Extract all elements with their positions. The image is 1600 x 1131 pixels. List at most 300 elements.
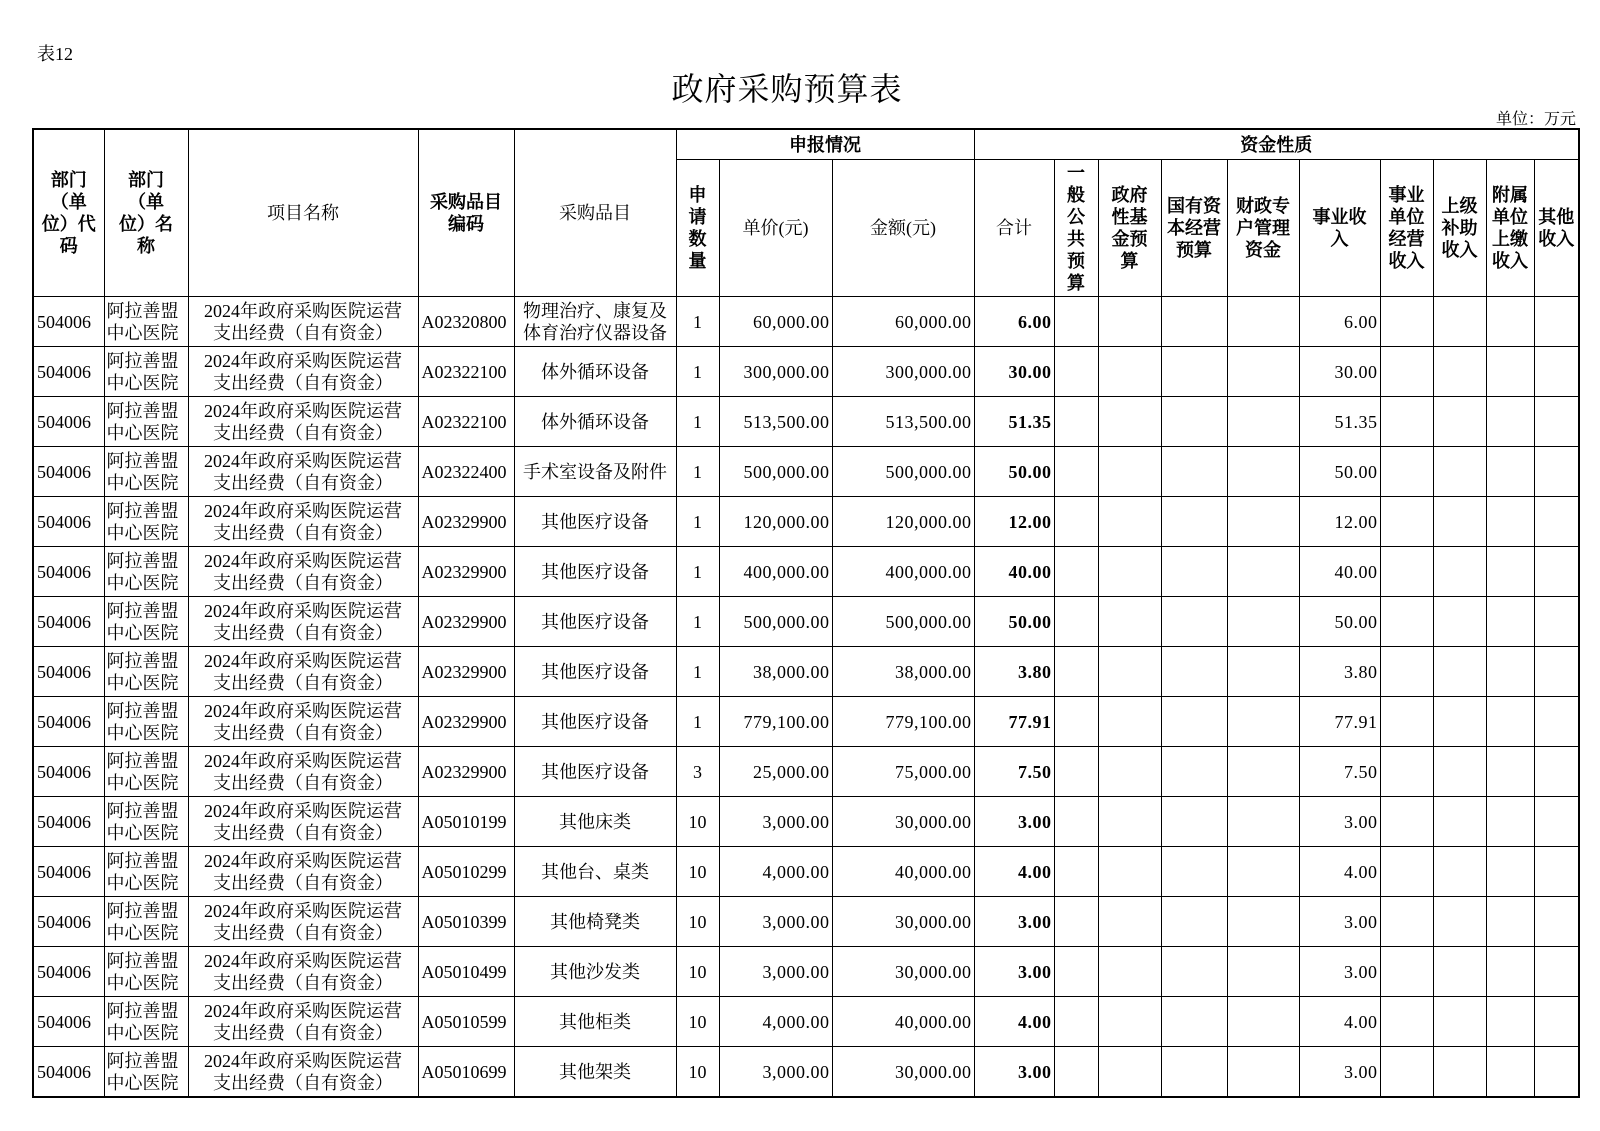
- cell-dept-name: 阿拉善盟中心医院: [104, 597, 188, 647]
- cell-amount: 75,000.00: [832, 747, 974, 797]
- header-row-1: [33, 129, 1579, 160]
- cell-dept-code: 504006: [33, 297, 104, 347]
- cell-state-capital-budget: [1161, 847, 1227, 897]
- cell-state-capital-budget: [1161, 697, 1227, 747]
- cell-subordinate-remit: [1486, 447, 1534, 497]
- cell-special-account-funds: [1227, 1047, 1299, 1098]
- cell-project-name: 2024年政府采购医院运营支出经费（自有资金）: [188, 597, 418, 647]
- cell-special-account-funds: [1227, 697, 1299, 747]
- cell-business-income: 51.35: [1299, 397, 1380, 447]
- table-body: [33, 297, 1579, 1098]
- cell-other-income: [1534, 347, 1579, 397]
- cell-superior-subsidy: [1433, 947, 1486, 997]
- cell-item: 其他医疗设备: [514, 747, 676, 797]
- cell-amount: 38,000.00: [832, 647, 974, 697]
- cell-item-code: A05010499: [418, 947, 514, 997]
- cell-operating-income: [1380, 397, 1433, 447]
- cell-item: 其他医疗设备: [514, 497, 676, 547]
- header-total: 合计: [974, 160, 1054, 297]
- cell-other-income: [1534, 697, 1579, 747]
- cell-state-capital-budget: [1161, 397, 1227, 447]
- header-subordinate-remit: 附属单位上缴收入: [1486, 160, 1534, 297]
- cell-business-income: 6.00: [1299, 297, 1380, 347]
- cell-unit-price: 4,000.00: [719, 847, 832, 897]
- cell-other-income: [1534, 597, 1579, 647]
- cell-business-income: 12.00: [1299, 497, 1380, 547]
- header-funding-group: 资金性质: [974, 129, 1579, 160]
- cell-state-capital-budget: [1161, 447, 1227, 497]
- cell-general-budget: [1054, 997, 1098, 1047]
- cell-total: 3.00: [974, 1047, 1054, 1098]
- cell-item: 其他医疗设备: [514, 547, 676, 597]
- cell-dept-code: 504006: [33, 447, 104, 497]
- cell-special-account-funds: [1227, 297, 1299, 347]
- cell-operating-income: [1380, 447, 1433, 497]
- cell-subordinate-remit: [1486, 547, 1534, 597]
- cell-subordinate-remit: [1486, 847, 1534, 897]
- cell-general-budget: [1054, 297, 1098, 347]
- cell-gov-fund-budget: [1098, 697, 1161, 747]
- cell-superior-subsidy: [1433, 697, 1486, 747]
- cell-other-income: [1534, 747, 1579, 797]
- cell-state-capital-budget: [1161, 797, 1227, 847]
- cell-unit-price: 400,000.00: [719, 547, 832, 597]
- cell-gov-fund-budget: [1098, 597, 1161, 647]
- cell-item-code: A02329900: [418, 647, 514, 697]
- cell-general-budget: [1054, 397, 1098, 447]
- cell-dept-code: 504006: [33, 497, 104, 547]
- cell-amount: 30,000.00: [832, 797, 974, 847]
- cell-amount: 400,000.00: [832, 547, 974, 597]
- cell-qty: 1: [676, 697, 719, 747]
- header-business-income: 事业收入: [1299, 160, 1380, 297]
- cell-item: 手术室设备及附件: [514, 447, 676, 497]
- cell-gov-fund-budget: [1098, 747, 1161, 797]
- header-dept-name: 部门（单位）名称: [104, 129, 188, 297]
- cell-item: 其他椅凳类: [514, 897, 676, 947]
- cell-item-code: A02322100: [418, 397, 514, 447]
- cell-project-name: 2024年政府采购医院运营支出经费（自有资金）: [188, 647, 418, 697]
- cell-general-budget: [1054, 1047, 1098, 1098]
- cell-dept-name: 阿拉善盟中心医院: [104, 397, 188, 447]
- cell-unit-price: 25,000.00: [719, 747, 832, 797]
- cell-business-income: 3.00: [1299, 947, 1380, 997]
- table-row: [33, 847, 1579, 897]
- cell-total: 3.00: [974, 897, 1054, 947]
- cell-item-code: A02329900: [418, 697, 514, 747]
- cell-total: 4.00: [974, 997, 1054, 1047]
- cell-special-account-funds: [1227, 597, 1299, 647]
- cell-other-income: [1534, 1047, 1579, 1098]
- cell-gov-fund-budget: [1098, 797, 1161, 847]
- header-qty: 申请数量: [676, 160, 719, 297]
- table-row: [33, 497, 1579, 547]
- cell-total: 50.00: [974, 597, 1054, 647]
- cell-other-income: [1534, 497, 1579, 547]
- cell-dept-code: 504006: [33, 597, 104, 647]
- cell-qty: 1: [676, 597, 719, 647]
- cell-operating-income: [1380, 847, 1433, 897]
- cell-item-code: A05010599: [418, 997, 514, 1047]
- cell-dept-name: 阿拉善盟中心医院: [104, 447, 188, 497]
- cell-dept-name: 阿拉善盟中心医院: [104, 897, 188, 947]
- cell-unit-price: 3,000.00: [719, 797, 832, 847]
- cell-general-budget: [1054, 747, 1098, 797]
- cell-amount: 40,000.00: [832, 847, 974, 897]
- header-other-income: 其他收入: [1534, 160, 1579, 297]
- cell-project-name: 2024年政府采购医院运营支出经费（自有资金）: [188, 697, 418, 747]
- cell-total: 30.00: [974, 347, 1054, 397]
- cell-unit-price: 779,100.00: [719, 697, 832, 747]
- cell-qty: 1: [676, 397, 719, 447]
- cell-item-code: A02329900: [418, 547, 514, 597]
- cell-item: 其他台、桌类: [514, 847, 676, 897]
- cell-general-budget: [1054, 447, 1098, 497]
- cell-general-budget: [1054, 497, 1098, 547]
- cell-state-capital-budget: [1161, 947, 1227, 997]
- header-item-code: 采购品目编码: [418, 129, 514, 297]
- cell-dept-name: 阿拉善盟中心医院: [104, 797, 188, 847]
- cell-general-budget: [1054, 647, 1098, 697]
- cell-total: 40.00: [974, 547, 1054, 597]
- cell-subordinate-remit: [1486, 347, 1534, 397]
- cell-unit-price: 3,000.00: [719, 947, 832, 997]
- cell-dept-name: 阿拉善盟中心医院: [104, 547, 188, 597]
- cell-special-account-funds: [1227, 447, 1299, 497]
- cell-subordinate-remit: [1486, 397, 1534, 447]
- cell-qty: 1: [676, 547, 719, 597]
- cell-amount: 500,000.00: [832, 447, 974, 497]
- cell-business-income: 3.00: [1299, 897, 1380, 947]
- cell-superior-subsidy: [1433, 297, 1486, 347]
- cell-gov-fund-budget: [1098, 547, 1161, 597]
- cell-dept-name: 阿拉善盟中心医院: [104, 697, 188, 747]
- header-amount: 金额(元): [832, 160, 974, 297]
- cell-gov-fund-budget: [1098, 347, 1161, 397]
- cell-subordinate-remit: [1486, 747, 1534, 797]
- cell-qty: 1: [676, 647, 719, 697]
- cell-state-capital-budget: [1161, 747, 1227, 797]
- cell-general-budget: [1054, 897, 1098, 947]
- cell-item: 其他沙发类: [514, 947, 676, 997]
- cell-amount: 779,100.00: [832, 697, 974, 747]
- cell-dept-code: 504006: [33, 697, 104, 747]
- cell-superior-subsidy: [1433, 447, 1486, 497]
- cell-state-capital-budget: [1161, 497, 1227, 547]
- header-unit-price: 单价(元): [719, 160, 832, 297]
- cell-subordinate-remit: [1486, 997, 1534, 1047]
- cell-unit-price: 3,000.00: [719, 897, 832, 947]
- cell-general-budget: [1054, 347, 1098, 397]
- cell-operating-income: [1380, 297, 1433, 347]
- cell-project-name: 2024年政府采购医院运营支出经费（自有资金）: [188, 997, 418, 1047]
- cell-state-capital-budget: [1161, 997, 1227, 1047]
- cell-subordinate-remit: [1486, 697, 1534, 747]
- cell-item: 其他架类: [514, 1047, 676, 1098]
- cell-other-income: [1534, 447, 1579, 497]
- cell-business-income: 3.00: [1299, 797, 1380, 847]
- header-general-budget: 一般公共预算: [1054, 160, 1098, 297]
- cell-dept-name: 阿拉善盟中心医院: [104, 497, 188, 547]
- cell-business-income: 40.00: [1299, 547, 1380, 597]
- cell-general-budget: [1054, 797, 1098, 847]
- cell-item-code: A02320800: [418, 297, 514, 347]
- cell-total: 7.50: [974, 747, 1054, 797]
- cell-item: 体外循环设备: [514, 397, 676, 447]
- cell-superior-subsidy: [1433, 547, 1486, 597]
- cell-dept-code: 504006: [33, 1047, 104, 1098]
- cell-subordinate-remit: [1486, 947, 1534, 997]
- cell-other-income: [1534, 797, 1579, 847]
- cell-item: 其他医疗设备: [514, 597, 676, 647]
- cell-subordinate-remit: [1486, 1047, 1534, 1098]
- cell-subordinate-remit: [1486, 497, 1534, 547]
- header-project-name: 项目名称: [188, 129, 418, 297]
- cell-amount: 30,000.00: [832, 897, 974, 947]
- cell-superior-subsidy: [1433, 897, 1486, 947]
- cell-special-account-funds: [1227, 497, 1299, 547]
- cell-amount: 500,000.00: [832, 597, 974, 647]
- cell-subordinate-remit: [1486, 597, 1534, 647]
- cell-dept-name: 阿拉善盟中心医院: [104, 997, 188, 1047]
- cell-unit-price: 4,000.00: [719, 997, 832, 1047]
- cell-qty: 10: [676, 847, 719, 897]
- cell-amount: 513,500.00: [832, 397, 974, 447]
- cell-operating-income: [1380, 347, 1433, 397]
- cell-amount: 40,000.00: [832, 997, 974, 1047]
- cell-gov-fund-budget: [1098, 1047, 1161, 1098]
- cell-general-budget: [1054, 697, 1098, 747]
- cell-qty: 1: [676, 347, 719, 397]
- cell-subordinate-remit: [1486, 647, 1534, 697]
- table-row: [33, 997, 1579, 1047]
- cell-operating-income: [1380, 897, 1433, 947]
- table-row: [33, 747, 1579, 797]
- cell-other-income: [1534, 647, 1579, 697]
- cell-dept-code: 504006: [33, 747, 104, 797]
- cell-gov-fund-budget: [1098, 947, 1161, 997]
- cell-operating-income: [1380, 497, 1433, 547]
- cell-state-capital-budget: [1161, 1047, 1227, 1098]
- cell-general-budget: [1054, 597, 1098, 647]
- cell-business-income: 4.00: [1299, 847, 1380, 897]
- cell-state-capital-budget: [1161, 647, 1227, 697]
- cell-qty: 1: [676, 497, 719, 547]
- cell-unit-price: 38,000.00: [719, 647, 832, 697]
- cell-operating-income: [1380, 647, 1433, 697]
- cell-subordinate-remit: [1486, 297, 1534, 347]
- cell-item: 其他柜类: [514, 997, 676, 1047]
- header-declaration-group: 申报情况: [676, 129, 974, 160]
- cell-project-name: 2024年政府采购医院运营支出经费（自有资金）: [188, 497, 418, 547]
- procurement-budget-table: [32, 128, 1580, 1098]
- table-number: 表12: [37, 44, 73, 64]
- cell-dept-code: 504006: [33, 547, 104, 597]
- cell-project-name: 2024年政府采购医院运营支出经费（自有资金）: [188, 297, 418, 347]
- cell-total: 4.00: [974, 847, 1054, 897]
- table-row: [33, 797, 1579, 847]
- cell-amount: 120,000.00: [832, 497, 974, 547]
- cell-general-budget: [1054, 547, 1098, 597]
- cell-dept-code: 504006: [33, 347, 104, 397]
- cell-business-income: 50.00: [1299, 597, 1380, 647]
- table-row: [33, 447, 1579, 497]
- cell-other-income: [1534, 997, 1579, 1047]
- cell-dept-code: 504006: [33, 947, 104, 997]
- cell-qty: 1: [676, 297, 719, 347]
- cell-gov-fund-budget: [1098, 297, 1161, 347]
- cell-business-income: 7.50: [1299, 747, 1380, 797]
- cell-qty: 10: [676, 1047, 719, 1098]
- cell-dept-name: 阿拉善盟中心医院: [104, 647, 188, 697]
- cell-superior-subsidy: [1433, 497, 1486, 547]
- cell-gov-fund-budget: [1098, 497, 1161, 547]
- cell-amount: 300,000.00: [832, 347, 974, 397]
- cell-qty: 1: [676, 447, 719, 497]
- cell-item-code: A02322400: [418, 447, 514, 497]
- cell-superior-subsidy: [1433, 597, 1486, 647]
- header-superior-subsidy: 上级补助收入: [1433, 160, 1486, 297]
- cell-item: 其他医疗设备: [514, 647, 676, 697]
- cell-unit-price: 300,000.00: [719, 347, 832, 397]
- page-title: 政府采购预算表: [671, 71, 903, 107]
- cell-business-income: 50.00: [1299, 447, 1380, 497]
- cell-superior-subsidy: [1433, 347, 1486, 397]
- cell-state-capital-budget: [1161, 297, 1227, 347]
- cell-amount: 60,000.00: [832, 297, 974, 347]
- cell-business-income: 3.80: [1299, 647, 1380, 697]
- cell-total: 77.91: [974, 697, 1054, 747]
- cell-qty: 3: [676, 747, 719, 797]
- cell-operating-income: [1380, 947, 1433, 997]
- cell-project-name: 2024年政府采购医院运营支出经费（自有资金）: [188, 897, 418, 947]
- table-row: [33, 897, 1579, 947]
- table-row: [33, 547, 1579, 597]
- cell-general-budget: [1054, 947, 1098, 997]
- cell-project-name: 2024年政府采购医院运营支出经费（自有资金）: [188, 1047, 418, 1098]
- table-row: [33, 947, 1579, 997]
- header-gov-fund-budget: 政府性基金预算: [1098, 160, 1161, 297]
- cell-item-code: A02329900: [418, 497, 514, 547]
- cell-gov-fund-budget: [1098, 397, 1161, 447]
- cell-project-name: 2024年政府采购医院运营支出经费（自有资金）: [188, 447, 418, 497]
- cell-unit-price: 120,000.00: [719, 497, 832, 547]
- cell-total: 3.00: [974, 947, 1054, 997]
- cell-project-name: 2024年政府采购医院运营支出经费（自有资金）: [188, 797, 418, 847]
- cell-superior-subsidy: [1433, 1047, 1486, 1098]
- cell-unit-price: 3,000.00: [719, 1047, 832, 1098]
- cell-unit-price: 500,000.00: [719, 447, 832, 497]
- cell-special-account-funds: [1227, 847, 1299, 897]
- cell-other-income: [1534, 547, 1579, 597]
- cell-item: 物理治疗、康复及体育治疗仪器设备: [514, 297, 676, 347]
- cell-business-income: 77.91: [1299, 697, 1380, 747]
- cell-project-name: 2024年政府采购医院运营支出经费（自有资金）: [188, 947, 418, 997]
- cell-state-capital-budget: [1161, 347, 1227, 397]
- cell-dept-code: 504006: [33, 847, 104, 897]
- cell-operating-income: [1380, 747, 1433, 797]
- cell-superior-subsidy: [1433, 797, 1486, 847]
- cell-total: 3.00: [974, 797, 1054, 847]
- cell-general-budget: [1054, 847, 1098, 897]
- table-header: [33, 129, 1579, 297]
- cell-item-code: A02329900: [418, 747, 514, 797]
- cell-special-account-funds: [1227, 997, 1299, 1047]
- cell-gov-fund-budget: [1098, 447, 1161, 497]
- cell-project-name: 2024年政府采购医院运营支出经费（自有资金）: [188, 747, 418, 797]
- header-operating-income: 事业单位经营收入: [1380, 160, 1433, 297]
- cell-project-name: 2024年政府采购医院运营支出经费（自有资金）: [188, 397, 418, 447]
- cell-superior-subsidy: [1433, 747, 1486, 797]
- cell-total: 3.80: [974, 647, 1054, 697]
- table-row: [33, 347, 1579, 397]
- cell-qty: 10: [676, 797, 719, 847]
- header-dept-code: 部门（单位）代码: [33, 129, 104, 297]
- cell-operating-income: [1380, 597, 1433, 647]
- cell-project-name: 2024年政府采购医院运营支出经费（自有资金）: [188, 347, 418, 397]
- cell-qty: 10: [676, 947, 719, 997]
- table-row: [33, 697, 1579, 747]
- cell-item-code: A02329900: [418, 597, 514, 647]
- cell-unit-price: 513,500.00: [719, 397, 832, 447]
- cell-special-account-funds: [1227, 547, 1299, 597]
- cell-business-income: 3.00: [1299, 1047, 1380, 1098]
- cell-total: 12.00: [974, 497, 1054, 547]
- cell-subordinate-remit: [1486, 897, 1534, 947]
- cell-item-code: A05010399: [418, 897, 514, 947]
- header-special-account-funds: 财政专户管理资金: [1227, 160, 1299, 297]
- cell-superior-subsidy: [1433, 397, 1486, 447]
- cell-operating-income: [1380, 997, 1433, 1047]
- cell-dept-code: 504006: [33, 647, 104, 697]
- cell-amount: 30,000.00: [832, 947, 974, 997]
- cell-item: 体外循环设备: [514, 347, 676, 397]
- cell-project-name: 2024年政府采购医院运营支出经费（自有资金）: [188, 547, 418, 597]
- cell-item-code: A02322100: [418, 347, 514, 397]
- cell-other-income: [1534, 947, 1579, 997]
- cell-dept-code: 504006: [33, 897, 104, 947]
- cell-dept-name: 阿拉善盟中心医院: [104, 347, 188, 397]
- cell-dept-code: 504006: [33, 997, 104, 1047]
- cell-item: 其他医疗设备: [514, 697, 676, 747]
- cell-gov-fund-budget: [1098, 897, 1161, 947]
- cell-superior-subsidy: [1433, 847, 1486, 897]
- cell-other-income: [1534, 897, 1579, 947]
- table-row: [33, 647, 1579, 697]
- table-row: [33, 297, 1579, 347]
- cell-project-name: 2024年政府采购医院运营支出经费（自有资金）: [188, 847, 418, 897]
- cell-dept-name: 阿拉善盟中心医院: [104, 747, 188, 797]
- table-row: [33, 397, 1579, 447]
- cell-dept-name: 阿拉善盟中心医院: [104, 847, 188, 897]
- cell-operating-income: [1380, 697, 1433, 747]
- cell-total: 51.35: [974, 397, 1054, 447]
- cell-qty: 10: [676, 997, 719, 1047]
- cell-state-capital-budget: [1161, 547, 1227, 597]
- cell-other-income: [1534, 397, 1579, 447]
- cell-other-income: [1534, 297, 1579, 347]
- cell-special-account-funds: [1227, 747, 1299, 797]
- cell-unit-price: 500,000.00: [719, 597, 832, 647]
- header-item: 采购品目: [514, 129, 676, 297]
- cell-total: 50.00: [974, 447, 1054, 497]
- cell-item: 其他床类: [514, 797, 676, 847]
- cell-dept-name: 阿拉善盟中心医院: [104, 947, 188, 997]
- cell-special-account-funds: [1227, 397, 1299, 447]
- cell-subordinate-remit: [1486, 797, 1534, 847]
- cell-special-account-funds: [1227, 947, 1299, 997]
- cell-operating-income: [1380, 797, 1433, 847]
